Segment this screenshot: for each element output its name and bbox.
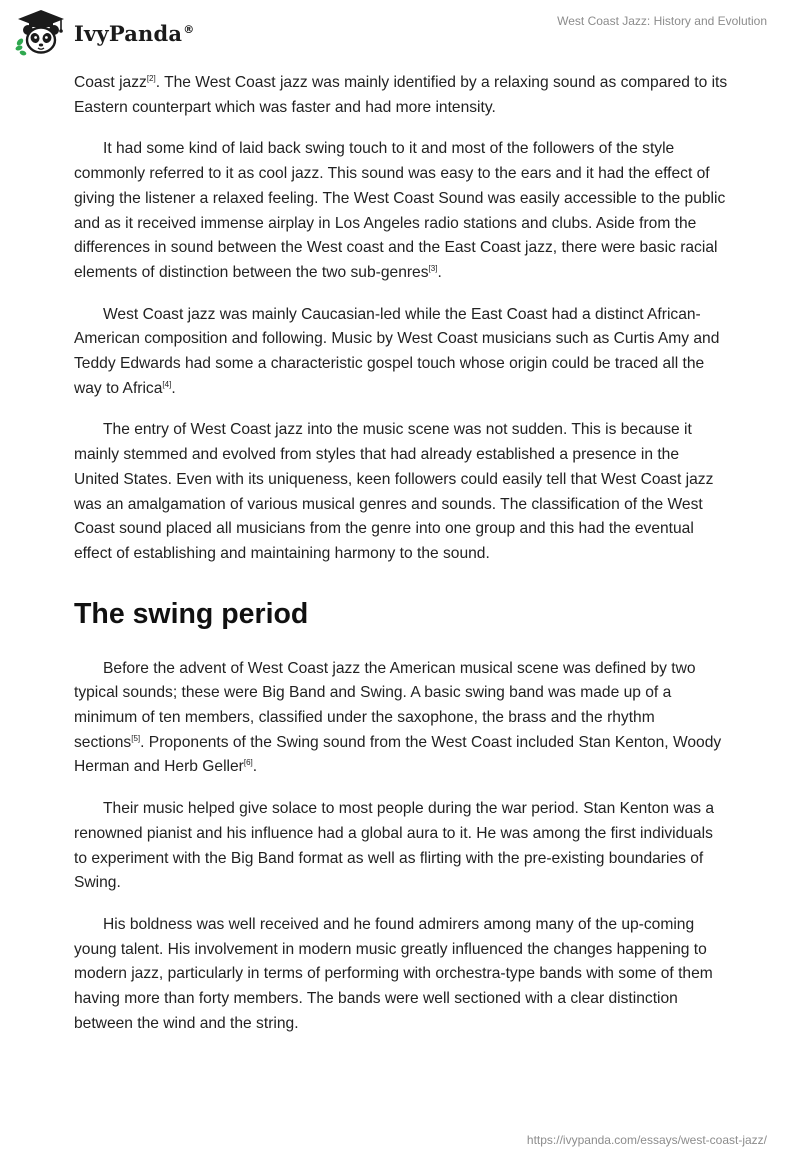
citation-ref[interactable]: [4] — [162, 379, 172, 389]
paragraph: Coast jazz[2]. The West Coast jazz was mainly identified by a relaxing sound as compared to its Eastern counterpart which was faster and had more intensity. — [74, 74, 728, 116]
section-heading: The swing period — [74, 597, 309, 630]
paragraph: Before the advent of West Coast jazz the American musical scene was defined by two typical sounds; these were Big Band and Swing. A basic swing band was made up of a minimum of ten members, classified under the saxophone, the brass and the rhythm sections[5]. Proponents of the Swing sound from the West Coast included Stan Kenton, Woody Herman and Herb Geller[6]. — [74, 659, 722, 776]
panda-graduate-icon — [14, 8, 68, 56]
essay-body — [74, 71, 728, 1054]
ivypanda-logo[interactable] — [14, 8, 194, 56]
paragraph: The entry of West Coast jazz into the music scene was not sudden. This is because it mainly stemmed and evolved from styles that had already established a presence in the United States. Even with its uniqueness, keen followers could easily tell that West Coast jazz was an amalgamation of various musical genres and sounds. The classification of the West Coast sound placed all musicians from the genre into one group and this had the eventual effect of establishing and maintaining harmony to the sound. — [74, 421, 714, 562]
citation-ref[interactable]: [3] — [428, 263, 438, 273]
paragraph: West Coast jazz was mainly Caucasian-led while the East Coast had a distinct African-American composition and following. Music by West Coast musicians such as Curtis Amy and Teddy Edwards had some a characteristic gospel touch whose origin could be traced all the way to Africa[4]. — [74, 305, 720, 397]
document-title: West Coast Jazz: History and Evolution — [557, 14, 767, 28]
citation-ref[interactable]: [6] — [243, 758, 253, 768]
source-url[interactable]: https://ivypanda.com/essays/west-coast-jazz/ — [526, 1133, 767, 1147]
citation-ref[interactable]: [2] — [146, 74, 156, 83]
page-header — [0, 0, 800, 64]
citation-ref[interactable]: [5] — [131, 733, 141, 743]
paragraph: Their music helped give solace to most people during the war period. Stan Kenton was a renowned pianist and his influence had a global aura to it. He was among the first individuals to experiment with the Big Band format as well as flirting with the pre-existing boundaries of Swing. — [74, 800, 715, 892]
paragraph: His boldness was well received and he found admirers among many of the up-coming young talent. His involvement in modern music greatly influenced the changes happening to modern jazz, particularly in terms of performing with orchestra-type bands with some of them having more than forty members. The bands were well sectioned with a clear distinction between the wind and the string. — [74, 915, 713, 1032]
brand-name: IvyPanda® — [74, 20, 195, 46]
paragraph: It had some kind of laid back swing touch to it and most of the followers of the style commonly referred to it as cool jazz. This sound was easy to the ears and it had the effect of giving the listener a relaxed feeling. The West Coast Sound was easily accessible to the public and as it received immense airplay in Los Angeles radio stations and clubs. Aside from the differences in sound between the West coast and the East Coast jazz, there were basic racial elements of distinction between the two sub-genres[3]. — [74, 140, 726, 281]
